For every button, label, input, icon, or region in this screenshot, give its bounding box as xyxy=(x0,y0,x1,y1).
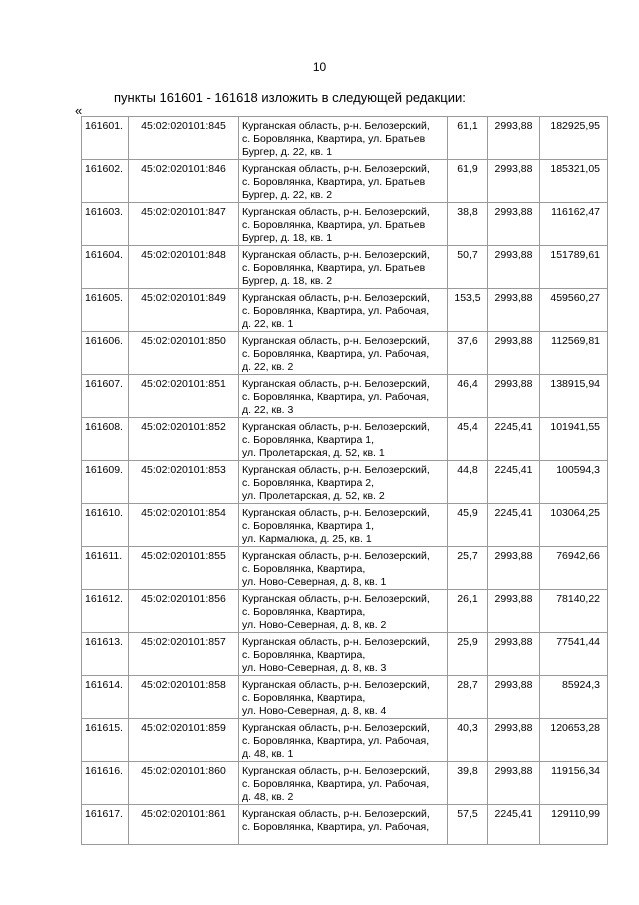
rate-cell: 2993,88 xyxy=(488,590,540,633)
value-cell: 120653,28 xyxy=(540,719,608,762)
rate-cell: 2993,88 xyxy=(488,117,540,160)
table-row xyxy=(82,332,608,375)
value-cell: 100594,3 xyxy=(540,461,608,504)
open-quote: « xyxy=(75,103,83,118)
row-number-cell: 161614. xyxy=(82,676,129,719)
table-row xyxy=(82,590,608,633)
address-line: Курганская область, р-н. Белозерский, xyxy=(242,765,430,777)
value-cell: 76942,66 xyxy=(540,547,608,590)
row-number-cell: 161604. xyxy=(82,246,129,289)
rate-cell: 2245,41 xyxy=(488,805,540,845)
row-number-cell: 161612. xyxy=(82,590,129,633)
rate-cell: 2993,88 xyxy=(488,203,540,246)
cadastral-number-cell: 45:02:020101:860 xyxy=(129,762,239,805)
area-cell: 25,9 xyxy=(448,633,488,676)
rate-cell: 2993,88 xyxy=(488,332,540,375)
row-number-cell: 161605. xyxy=(82,289,129,332)
address-line: ул. Пролетарская, д. 52, кв. 2 xyxy=(242,490,385,502)
cadastral-number-cell: 45:02:020101:845 xyxy=(129,117,239,160)
area-cell: 28,7 xyxy=(448,676,488,719)
row-number-cell: 161615. xyxy=(82,719,129,762)
address-cell xyxy=(239,590,448,633)
address-line: Курганская область, р-н. Белозерский, xyxy=(242,249,430,261)
address-line: Курганская область, р-н. Белозерский, xyxy=(242,335,430,347)
rate-cell: 2993,88 xyxy=(488,160,540,203)
address-line: д. 22, кв. 2 xyxy=(242,361,294,373)
address-line: д. 48, кв. 1 xyxy=(242,748,294,760)
rate-cell: 2993,88 xyxy=(488,289,540,332)
address-cell xyxy=(239,246,448,289)
row-number-cell: 161617. xyxy=(82,805,129,845)
address-line: ул. Пролетарская, д. 52, кв. 1 xyxy=(242,447,385,459)
value-cell: 185321,05 xyxy=(540,160,608,203)
address-cell xyxy=(239,504,448,547)
address-cell xyxy=(239,633,448,676)
area-cell: 61,9 xyxy=(448,160,488,203)
cadastral-number-cell: 45:02:020101:856 xyxy=(129,590,239,633)
address-line: с. Боровлянка, Квартира, ул. Рабочая, xyxy=(242,391,430,403)
value-cell: 112569,81 xyxy=(540,332,608,375)
address-line: Курганская область, р-н. Белозерский, xyxy=(242,550,430,562)
area-cell: 25,7 xyxy=(448,547,488,590)
address-cell xyxy=(239,461,448,504)
address-line: Курганская область, р-н. Белозерский, xyxy=(242,722,430,734)
table-row xyxy=(82,676,608,719)
rate-cell: 2245,41 xyxy=(488,461,540,504)
row-number-cell: 161601. xyxy=(82,117,129,160)
address-cell xyxy=(239,418,448,461)
address-line: с. Боровлянка, Квартира, xyxy=(242,649,366,661)
page-number: 10 xyxy=(312,60,327,74)
address-cell xyxy=(239,805,448,845)
cadastral-number-cell: 45:02:020101:852 xyxy=(129,418,239,461)
address-line: с. Боровлянка, Квартира, ул. Братьев xyxy=(242,219,426,231)
area-cell: 57,5 xyxy=(448,805,488,845)
table-row xyxy=(82,117,608,160)
address-cell xyxy=(239,375,448,418)
row-number-cell: 161603. xyxy=(82,203,129,246)
value-cell: 103064,25 xyxy=(540,504,608,547)
address-cell xyxy=(239,762,448,805)
cadastral-number-cell: 45:02:020101:859 xyxy=(129,719,239,762)
rate-cell: 2993,88 xyxy=(488,719,540,762)
cadastral-number-cell: 45:02:020101:857 xyxy=(129,633,239,676)
rate-cell: 2993,88 xyxy=(488,246,540,289)
table-row xyxy=(82,461,608,504)
address-line: Курганская область, р-н. Белозерский, xyxy=(242,593,430,605)
address-line: Бургер, д. 18, кв. 1 xyxy=(242,232,333,244)
address-line: с. Боровлянка, Квартира, ул. Братьев xyxy=(242,262,426,274)
address-line: Курганская область, р-н. Белозерский, xyxy=(242,507,430,519)
row-number-cell: 161611. xyxy=(82,547,129,590)
table-row xyxy=(82,805,608,845)
address-line: ул. Кармалюка, д. 25, кв. 1 xyxy=(242,533,372,545)
cadastral-number-cell: 45:02:020101:855 xyxy=(129,547,239,590)
address-line: д. 22, кв. 1 xyxy=(242,318,294,330)
value-cell: 77541,44 xyxy=(540,633,608,676)
row-number-cell: 161610. xyxy=(82,504,129,547)
area-cell: 46,4 xyxy=(448,375,488,418)
address-cell xyxy=(239,117,448,160)
rate-cell: 2993,88 xyxy=(488,676,540,719)
address-line: ул. Ново-Северная, д. 8, кв. 3 xyxy=(242,662,387,674)
rate-cell: 2993,88 xyxy=(488,633,540,676)
cadastral-table xyxy=(81,116,608,845)
address-line: с. Боровлянка, Квартира 1, xyxy=(242,520,374,532)
address-line: Курганская область, р-н. Белозерский, xyxy=(242,679,430,691)
rate-cell: 2245,41 xyxy=(488,504,540,547)
address-line: д. 22, кв. 3 xyxy=(242,404,294,416)
table-row xyxy=(82,203,608,246)
table-row xyxy=(82,762,608,805)
address-line: Курганская область, р-н. Белозерский, xyxy=(242,206,430,218)
value-cell: 138915,94 xyxy=(540,375,608,418)
table-row xyxy=(82,633,608,676)
table-row xyxy=(82,547,608,590)
address-line: с. Боровлянка, Квартира, ул. Братьев xyxy=(242,133,426,145)
rate-cell: 2993,88 xyxy=(488,547,540,590)
address-cell xyxy=(239,719,448,762)
address-line: д. 48, кв. 2 xyxy=(242,791,294,803)
value-cell: 116162,47 xyxy=(540,203,608,246)
row-number-cell: 161608. xyxy=(82,418,129,461)
address-cell xyxy=(239,332,448,375)
area-cell: 37,6 xyxy=(448,332,488,375)
cadastral-number-cell: 45:02:020101:848 xyxy=(129,246,239,289)
address-cell xyxy=(239,547,448,590)
address-line: Курганская область, р-н. Белозерский, xyxy=(242,464,430,476)
area-cell: 38,8 xyxy=(448,203,488,246)
cadastral-number-cell: 45:02:020101:846 xyxy=(129,160,239,203)
address-line: с. Боровлянка, Квартира, ул. Братьев xyxy=(242,176,426,188)
rate-cell: 2993,88 xyxy=(488,375,540,418)
value-cell: 182925,95 xyxy=(540,117,608,160)
table-row xyxy=(82,418,608,461)
address-line: Курганская область, р-н. Белозерский, xyxy=(242,421,430,433)
area-cell: 45,4 xyxy=(448,418,488,461)
cadastral-number-cell: 45:02:020101:853 xyxy=(129,461,239,504)
address-cell xyxy=(239,203,448,246)
address-line: с. Боровлянка, Квартира, ул. Рабочая, xyxy=(242,305,430,317)
row-number-cell: 161607. xyxy=(82,375,129,418)
address-line: с. Боровлянка, Квартира, ул. Рабочая, xyxy=(242,778,430,790)
value-cell: 151789,61 xyxy=(540,246,608,289)
value-cell: 459560,27 xyxy=(540,289,608,332)
address-line: Курганская область, р-н. Белозерский, xyxy=(242,636,430,648)
address-line: Бургер, д. 22, кв. 1 xyxy=(242,146,333,158)
value-cell: 85924,3 xyxy=(540,676,608,719)
table-row xyxy=(82,289,608,332)
rate-cell: 2993,88 xyxy=(488,762,540,805)
value-cell: 78140,22 xyxy=(540,590,608,633)
address-line: с. Боровлянка, Квартира, ул. Рабочая, xyxy=(242,735,430,747)
row-number-cell: 161616. xyxy=(82,762,129,805)
area-cell: 39,8 xyxy=(448,762,488,805)
value-cell: 119156,34 xyxy=(540,762,608,805)
rate-cell: 2245,41 xyxy=(488,418,540,461)
area-cell: 40,3 xyxy=(448,719,488,762)
address-line: Курганская область, р-н. Белозерский, xyxy=(242,292,430,304)
address-line: Курганская область, р-н. Белозерский, xyxy=(242,163,430,175)
cadastral-number-cell: 45:02:020101:858 xyxy=(129,676,239,719)
table-row xyxy=(82,504,608,547)
area-cell: 44,8 xyxy=(448,461,488,504)
address-line: Бургер, д. 18, кв. 2 xyxy=(242,275,333,287)
area-cell: 26,1 xyxy=(448,590,488,633)
address-line: Курганская область, р-н. Белозерский, xyxy=(242,378,430,390)
row-number-cell: 161602. xyxy=(82,160,129,203)
intro-text: пункты 161601 - 161618 изложить в следующей редакции: xyxy=(114,90,466,105)
cadastral-number-cell: 45:02:020101:847 xyxy=(129,203,239,246)
area-cell: 153,5 xyxy=(448,289,488,332)
address-line: ул. Ново-Северная, д. 8, кв. 2 xyxy=(242,619,387,631)
address-cell xyxy=(239,289,448,332)
table-row xyxy=(82,246,608,289)
address-line: ул. Ново-Северная, д. 8, кв. 4 xyxy=(242,705,387,717)
area-cell: 61,1 xyxy=(448,117,488,160)
row-number-cell: 161609. xyxy=(82,461,129,504)
address-line: с. Боровлянка, Квартира, ул. Рабочая, xyxy=(242,821,430,833)
address-cell xyxy=(239,160,448,203)
area-cell: 45,9 xyxy=(448,504,488,547)
cadastral-number-cell: 45:02:020101:850 xyxy=(129,332,239,375)
table-row xyxy=(82,719,608,762)
value-cell: 101941,55 xyxy=(540,418,608,461)
row-number-cell: 161613. xyxy=(82,633,129,676)
area-cell: 50,7 xyxy=(448,246,488,289)
address-line: Бургер, д. 22, кв. 2 xyxy=(242,189,333,201)
address-line: с. Боровлянка, Квартира 2, xyxy=(242,477,374,489)
address-line: ул. Ново-Северная, д. 8, кв. 1 xyxy=(242,576,387,588)
address-cell xyxy=(239,676,448,719)
address-line: с. Боровлянка, Квартира, xyxy=(242,606,366,618)
table-row xyxy=(82,160,608,203)
cadastral-number-cell: 45:02:020101:849 xyxy=(129,289,239,332)
address-line: с. Боровлянка, Квартира, xyxy=(242,563,366,575)
row-number-cell: 161606. xyxy=(82,332,129,375)
cadastral-number-cell: 45:02:020101:854 xyxy=(129,504,239,547)
cadastral-number-cell: 45:02:020101:851 xyxy=(129,375,239,418)
table-row xyxy=(82,375,608,418)
cadastral-number-cell: 45:02:020101:861 xyxy=(129,805,239,845)
address-line: с. Боровлянка, Квартира, xyxy=(242,692,366,704)
address-line: с. Боровлянка, Квартира 1, xyxy=(242,434,374,446)
table-body xyxy=(82,117,608,845)
address-line: с. Боровлянка, Квартира, ул. Рабочая, xyxy=(242,348,430,360)
address-line: Курганская область, р-н. Белозерский, xyxy=(242,808,430,820)
value-cell: 129110,99 xyxy=(540,805,608,845)
address-line: Курганская область, р-н. Белозерский, xyxy=(242,120,430,132)
